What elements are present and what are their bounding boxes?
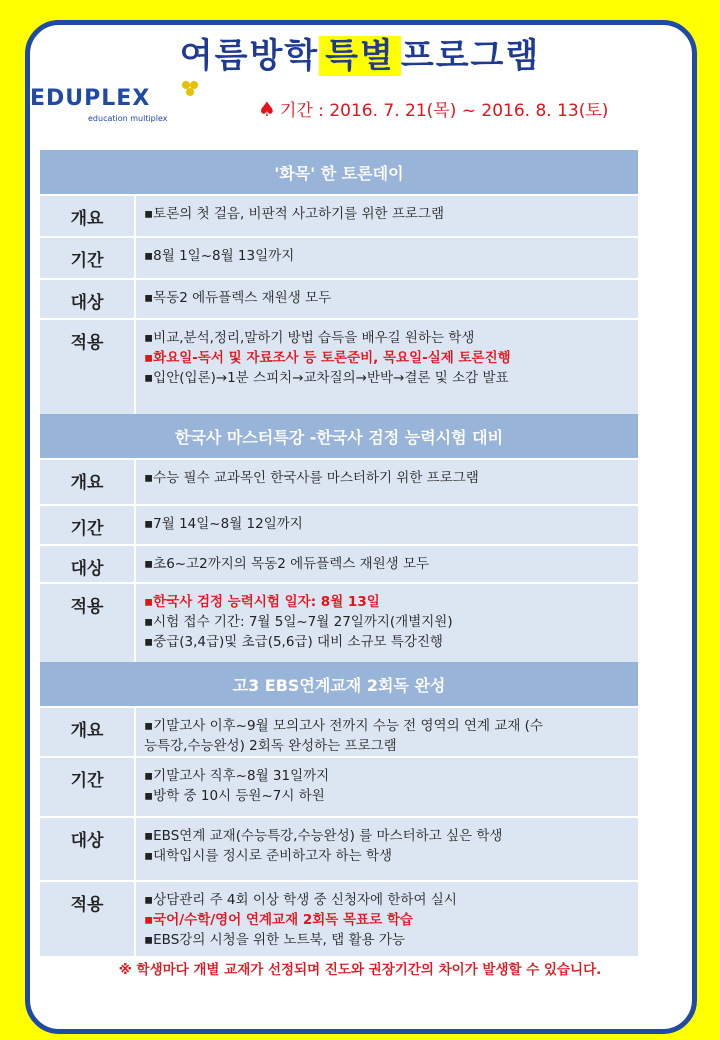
row-content [136, 708, 638, 756]
row-content [136, 196, 638, 236]
content-line: ▪8월 1일~8월 13일까지 [144, 248, 295, 264]
period-text: 기간 : 2016. 7. 21(목) ~ 2016. 8. 13(토) [279, 101, 609, 121]
content-line: ▪비교,분석,정리,말하기 방법 습득을 배우길 원하는 학생 [144, 330, 475, 346]
section-heading: 한국사 마스터특강 -한국사 검정 능력시험 대비 [40, 414, 638, 460]
section-heading: '화목' 한 토론데이 [40, 150, 638, 196]
content-line: ▪수능 필수 교과목인 한국사를 마스터하기 위한 프로그램 [144, 470, 479, 486]
table-row [40, 708, 638, 758]
content-line-highlight: ▪한국사 검정 능력시험 일자: 8월 13일 [144, 594, 380, 610]
content-line: ▪목동2 에듀플렉스 재원생 모두 [144, 290, 332, 306]
content-line: ▪대학입시를 정시로 준비하고자 하는 학생 [144, 848, 393, 864]
footer-note: ※ 학생마다 개별 교재가 선정되며 진도와 권장기간의 차이가 발생할 수 있습니다. [118, 962, 602, 978]
content-line: ▪기말고사 이후~9월 모의고사 전까지 수능 전 영역의 연계 교재 (수 [144, 718, 543, 734]
logo-name: EDUPLEX [30, 86, 151, 111]
table-row [40, 280, 638, 320]
content-line: ▪상담관리 주 4회 이상 학생 중 신청자에 한하여 실시 [144, 892, 457, 908]
content-line: ▪초6~고2까지의 목동2 에듀플렉스 재원생 모두 [144, 556, 430, 572]
row-content [136, 882, 638, 956]
logo-mark-icon [180, 80, 200, 98]
row-label: 대상 [40, 546, 136, 582]
title-after: 프로그램 [400, 36, 541, 76]
row-label: 적용 [40, 882, 136, 956]
row-content [136, 758, 638, 816]
section-ebs [40, 662, 638, 958]
table-row [40, 196, 638, 238]
content-line: 능특강,수능완성) 2회독 완성하는 프로그램 [144, 738, 397, 754]
row-content [136, 546, 638, 582]
row-content [136, 320, 638, 416]
title-before: 여름방학 [179, 36, 320, 76]
row-label: 기간 [40, 758, 136, 816]
row-label: 개요 [40, 196, 136, 236]
content-line: ▪7월 14일~8월 12일까지 [144, 516, 303, 532]
row-label: 적용 [40, 584, 136, 666]
content-line: ▪기말고사 직후~8월 31일까지 [144, 768, 330, 784]
table-row [40, 238, 638, 280]
content-line: ▪EBS연계 교재(수능특강,수능완성) 를 마스터하고 싶은 학생 [144, 828, 503, 844]
table-row [40, 584, 638, 668]
row-label: 대상 [40, 280, 136, 318]
row-content [136, 818, 638, 880]
table-row [40, 546, 638, 584]
row-label: 개요 [40, 460, 136, 504]
row-label: 기간 [40, 238, 136, 278]
program-period [258, 96, 608, 121]
content-line: ▪토론의 첫 걸음, 비판적 사고하기를 위한 프로그램 [144, 206, 445, 222]
content-line: ▪방학 중 10시 등원~7시 하원 [144, 788, 325, 804]
row-label: 기간 [40, 506, 136, 544]
table-row [40, 320, 638, 418]
content-line: ▪입안(입론)→1분 스피치→교차질의→반박→결론 및 소감 발표 [144, 370, 509, 386]
table-row [40, 460, 638, 506]
table-row [40, 818, 638, 882]
table-row [40, 506, 638, 546]
content-line: ▪중급(3,4급)및 초급(5,6급) 대비 소규모 특강진행 [144, 634, 443, 650]
page-title [0, 28, 720, 77]
row-label: 적용 [40, 320, 136, 416]
section-heading: 고3 EBS연계교재 2회독 완성 [40, 662, 638, 708]
content-line-highlight: ▪국어/수학/영어 연계교재 2회독 목표로 학습 [144, 912, 413, 928]
section-debate [40, 150, 638, 418]
content-line: ▪시험 접수 기간: 7월 5일~7월 27일까지(개별지원) [144, 614, 453, 630]
logo-tagline: education multiplex [88, 114, 168, 123]
content-line: ▪EBS강의 시청을 위한 노트북, 탭 활용 가능 [144, 932, 405, 948]
row-content [136, 280, 638, 318]
row-content [136, 506, 638, 544]
row-label: 개요 [40, 708, 136, 756]
row-label: 대상 [40, 818, 136, 880]
spade-icon: ♠ [258, 97, 276, 121]
section-korean-history [40, 414, 638, 668]
title-highlight: 특별 [319, 36, 401, 76]
table-row [40, 758, 638, 818]
row-content [136, 460, 638, 504]
row-content [136, 238, 638, 278]
table-row [40, 882, 638, 958]
row-content [136, 584, 638, 666]
eduplex-logo [30, 86, 220, 132]
content-line-highlight: ▪화요일-독서 및 자료조사 등 토론준비, 목요일-실제 토론진행 [144, 350, 511, 366]
